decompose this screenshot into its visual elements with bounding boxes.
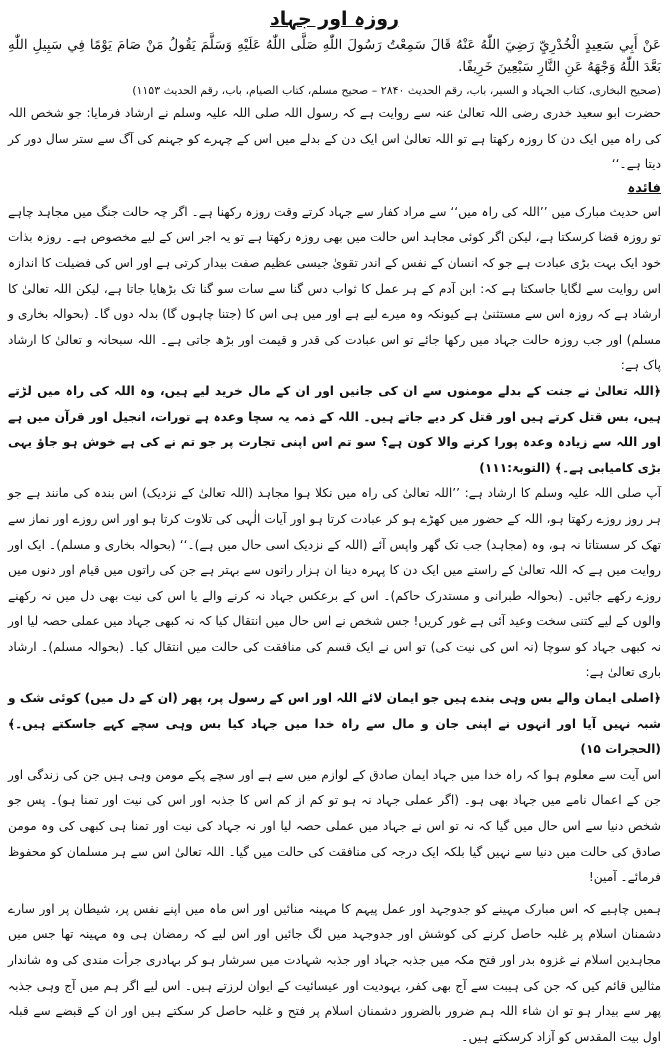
hadith-translation: حضرت ابو سعید خدری رضی اللہ تعالیٰ عنہ سے روایت ہے کہ رسول اللہ صلی اللہ علیہ وسلم نے ارشاد فرمایا: جو شخص اللہ کی راہ میں ایک دن کا روزہ رکھتا ہے تو اللہ تعالیٰ اس ایک دن کے بدلے میں اس کے چہرے کو جہنم کی آگ سے ستر سال دور کر دیتا ہے۔‘‘ xyxy=(8,106,661,172)
fawaid-heading: فائدہ xyxy=(627,180,661,196)
body-paragraph-2: آپ صلی اللہ علیہ وسلم کا ارشاد ہے: ’’اللہ تعالیٰ کی راہ میں نکلا ہوا مجاہد (اللہ تعالیٰ کے نزدیک) اس بندہ کی مانند ہے جو ہر روز روزے رکھتا ہو، اللہ کے حضور میں کھڑے ہو کر عبادت کرتا ہو اور آیات الٰہی کی تلاوت کرتا ہو اور اس روزے اور نماز سے تھک کر سستاتا نہ ہو، وہ (مجاہد) جب تک گھر واپس آئے (اللہ کے نزدیک اسی حال میں ہے)۔‘‘ (بحوالہ بخاری و مسلم)۔ ایک اور روایت میں ہے کہ اللہ تعالیٰ کے راستے میں ایک دن کا پہرہ دینا ان ہزار راتوں سے بہتر ہے جن کی راتوں میں قیام اور دنوں میں روزے رکھے جائیں۔ (بحوالہ طبرانی و مستدرک حاکم)۔ اس کے برعکس جہاد نہ کرنے والے یا اس کی نیت بھی دل میں نہ رکھنے والوں کے لیے کتنی سخت وعید آئی ہے غور کریں! جس شخص نے اس حال میں انتقال کیا کہ نہ کبھی جہاد میں عملی حصہ لیا اور نہ کبھی جہاد کو سوچا (نہ اس کی نیت کی) تو اس نے ایک قسم کی منافقت کی حالت میں انتقال کیا۔ (بحوالہ مسلم)۔ ارشاد باری تعالیٰ ہے: xyxy=(8,486,661,680)
body-paragraph-4: ہمیں چاہیے کہ اس مبارک مہینے کو جدوجہد اور عمل پیہم کا مہینہ منائیں اور اس ماہ میں اپنے نفس پر، شیطان پر اور سارے دشمنان اسلام پر غلبہ حاصل کرنے کی کوشش اور جدوجہد میں لگ جائیں اور اس لیے کہ رمضان ہی وہ مہینہ تھا جس میں مجاہدین اسلام نے غزوہ بدر اور فتح مکہ میں جذبہ جہاد اور جذبہ شہادت میں سرشار ہو کر بہادری جرأت مندی کی وہ شاندار مثالیں قائم کیں کہ جن کی ہیبت سے آج بھی کفر، یہودیت اور عیسائیت کے ایوان لرزتے ہیں۔ اس لیے اگر ہم میں آج وہی جذبہ پھر سے بیدار ہو تو ان شاء اللہ ہم ضرور بالضرور دشمنان اسلام پر فتح و غلبہ حاصل کر سکتے ہیں اور ان کے قبضے سے قبلہ اول بیت المقدس کو آزاد کرسکتے ہیں۔ xyxy=(8,901,661,1044)
body-paragraph-3: اس آیت سے معلوم ہوا کہ راہ خدا میں جہاد ایمان صادق کے لوازم میں سے ہے اور سچے پکے مومن وہی ہیں جن کی زندگی اور جن کے اعمال نامے میں جہاد بھی ہو۔ (اگر عملی جہاد نہ ہو تو کم از کم اس کا جذبہ اور اس کی نیت اور تمنا ہو)۔ پس جو شخص دنیا سے اس حال میں گیا کہ نہ تو اس نے جہاد میں عملی حصہ لیا اور نہ جہاد کی نیت اور تمنا ہی کبھی کی وہ مومن صادق کی حالت میں دنیا سے نہیں گیا بلکہ ایک درجہ کی منافقت کی حالت میں گیا۔ اللہ تعالیٰ اس سے ہر مسلمان کو محفوظ فرمائے۔ آمین! xyxy=(8,767,661,885)
page-title: روزہ اور جہاد xyxy=(269,8,400,30)
hadith-reference: (صحیح البخاری، کتاب الجہاد و السیر، باب، رقم الحدیث ۲۸۴۰ – صحیح مسلم، کتاب الصیام، باب، رقم الحدیث ۱۱۵۳) xyxy=(132,84,661,97)
arabic-hadith: عَنْ أَبِي سَعِيدٍ الْخُدْرِيِّ رَضِيَ اللّٰهُ عَنْهُ قَالَ سَمِعْتُ رَسُولَ اللّٰهِ صَلَّى اللّٰهُ عَلَيْهِ وَسَلَّمَ يَقُولُ مَنْ صَامَ يَوْمًا فِي سَبِيلِ اللّٰهِ بَعَّدَ اللّٰهُ وَجْهَهُ عَنِ النَّارِ سَبْعِينَ خَرِيفًا. xyxy=(8,37,661,75)
quran-verse-hujurat: ﴿اصلی ایمان والے بس وہی بندے ہیں جو ایمان لائے اللہ اور اس کے رسول پر، پھر (ان کے دل میں) کوئی شک و شبہ نہیں آیا اور انہوں نے اپنی جان و مال سے راہ خدا میں جہاد کیا بس وہی سچے کہے جاسکتے ہیں۔﴾ (الحجرات ۱۵) xyxy=(8,691,661,757)
quran-verse-tawbah: ﴿اللہ تعالیٰ نے جنت کے بدلے مومنوں سے ان کی جانیں اور ان کے مال خرید لیے ہیں، وہ اللہ کی راہ میں لڑتے ہیں، بس قتل کرتے ہیں اور قتل کر دیے جاتے ہیں۔ اللہ کے ذمہ یہ سچا وعدہ ہے تورات، انجیل اور قرآن میں ہے اور اللہ سے زیادہ وعدہ پورا کرنے والا کون ہے؟ سو تم اس اپنی تجارت پر جو تم نے کی ہے خوش ہو جاؤ یہی بڑی کامیابی ہے۔﴾ (التوبۃ:۱۱۱) xyxy=(8,383,661,475)
body-paragraph-1: اس حدیث مبارک میں ’’اللہ کی راہ میں‘‘ سے مراد کفار سے جہاد کرتے وقت روزہ رکھنا ہے۔ اگر چہ حالت جنگ میں مجاہد چاہے تو روزہ قضا کرسکتا ہے، لیکن اگر کوئی مجاہد اس حالت میں بھی روزہ رکھتا ہے تو یہ اجر اس کے لیے مخصوص ہے۔ روزہ بذات خود ایک بہت بڑی عبادت ہے جو کہ انسان کے نفس کے اندر تقویٰ جیسی عظیم صفت بیدار کرتی ہے اور اس کی فضیلت کا اندازہ اس روایت سے لگایا جاسکتا ہے کہ: ابن آدم کے ہر عمل کا ثواب دس گنا سے سات سو گنا تک بڑھایا جاتا ہے، لیکن اللہ تعالیٰ کا ارشاد ہے کہ روزہ اس سے مستثنیٰ ہے کیونکہ وہ میرے لیے ہے اور میں ہی اس کا (جتنا چاہوں گا) بدلہ دوں گا۔ (بحوالہ بخاری و مسلم) اور جب روزہ حالت جہاد میں رکھا جائے تو اس عبادت کی قدر و قیمت اور بڑھ جاتی ہے۔ اللہ سبحانہ و تعالیٰ کا ارشاد پاک ہے: xyxy=(8,204,661,373)
